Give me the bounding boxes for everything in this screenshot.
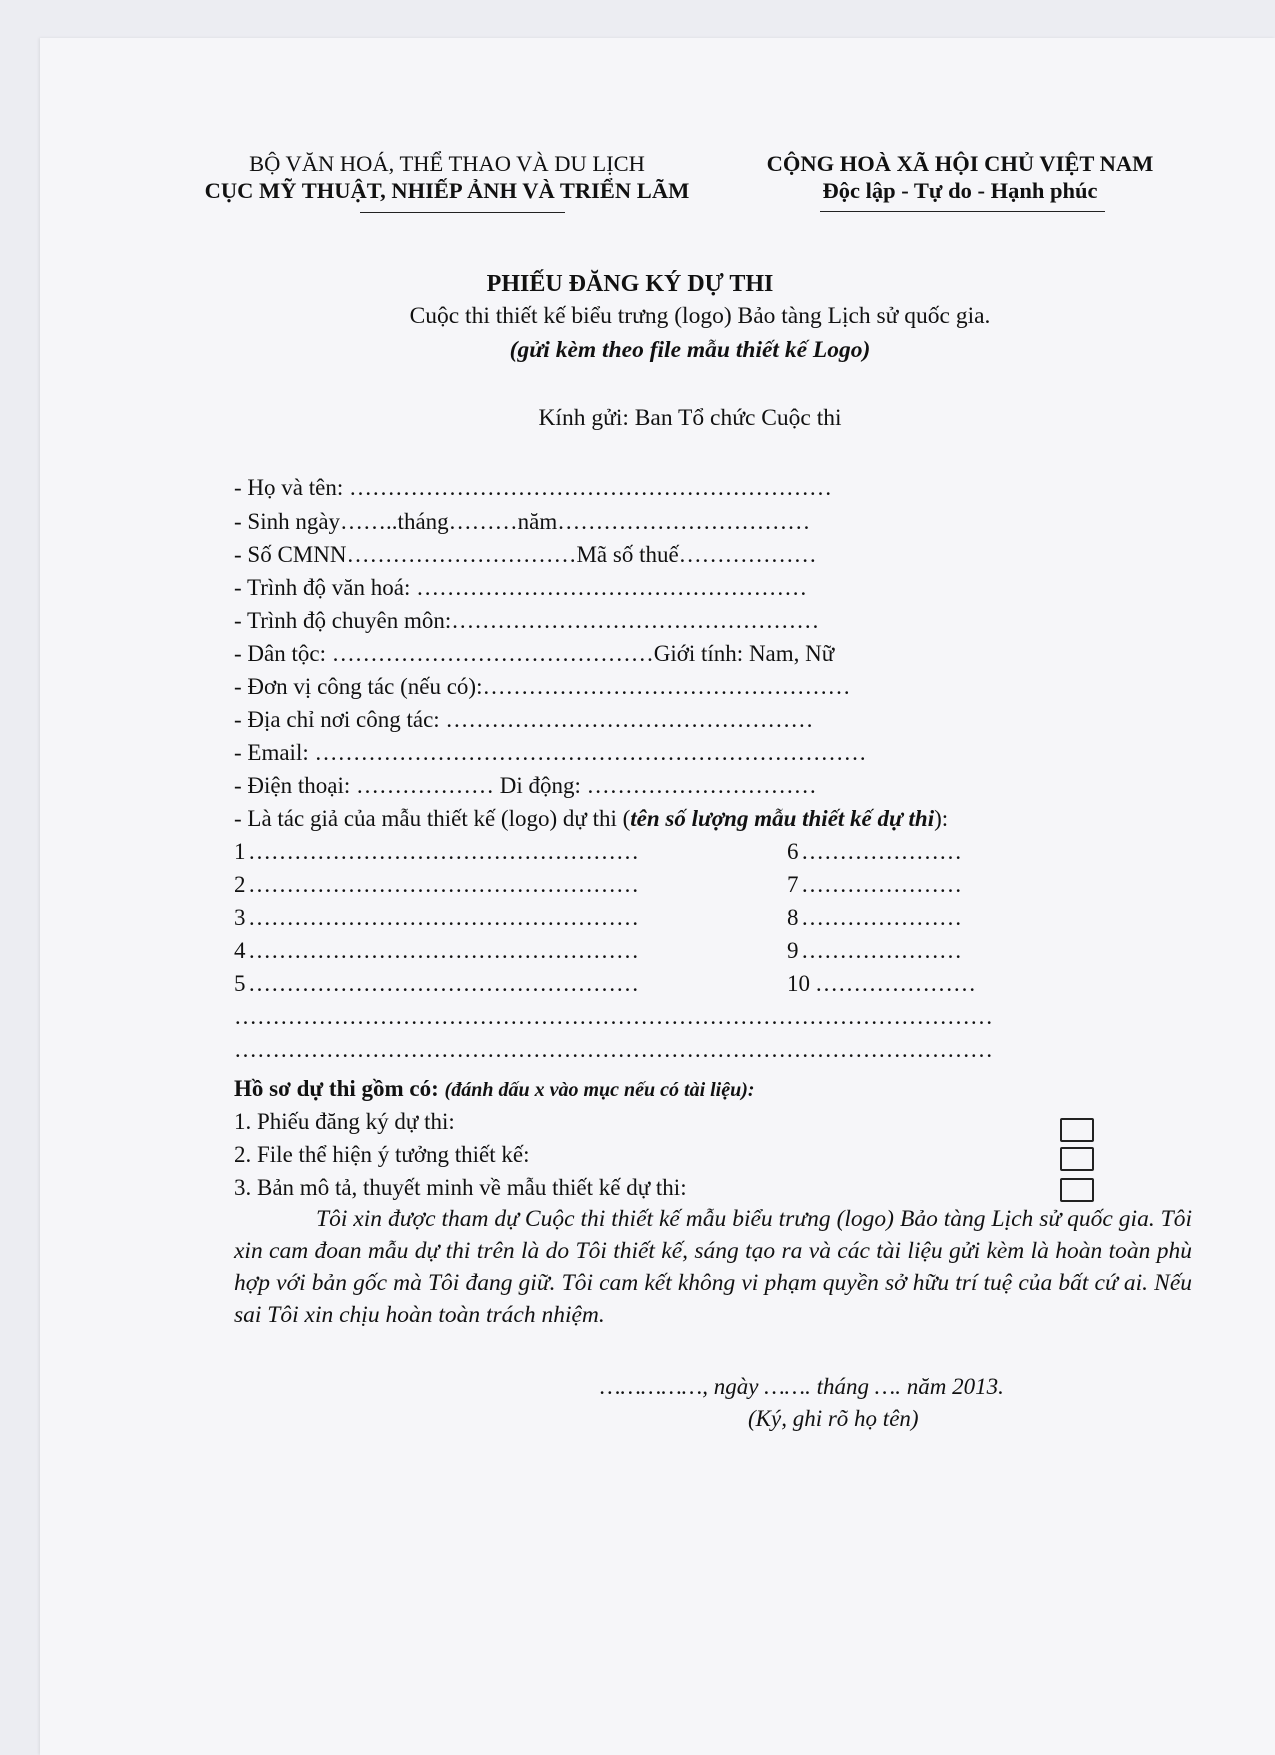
design-number-left: 3: [234, 905, 246, 930]
document-item-label: 1. Phiếu đăng ký dự thi:: [234, 1109, 455, 1134]
addressee: Kính gửi: Ban Tổ chức Cuộc thi: [538, 405, 842, 431]
field-work-address: - Địa chỉ nơi công tác: …………………………………………: [234, 707, 814, 732]
field-id-number: - Số CMNN…………………………Mã số thuế………………: [234, 542, 817, 567]
design-dots-left: ……………………………………………: [248, 938, 639, 963]
author-statement-prefix: - Là tác giả của mẫu thiết kế (logo) dự thi (: [234, 806, 631, 831]
document-item-label: 3. Bản mô tả, thuyết minh về mẫu thiết kế dự thi:: [234, 1175, 687, 1200]
design-number-left: 5: [234, 971, 246, 996]
date-line: ……………, ngày ……. tháng …. năm 2013.: [600, 1374, 1004, 1399]
author-statement-emphasis: tên số lượng mẫu thiết kế dự thi: [630, 806, 935, 831]
motto: Độc lập - Tự do - Hạnh phúc: [822, 178, 1098, 203]
ministry-name: BỘ VĂN HOÁ, THỂ THAO VÀ DU LỊCH: [249, 151, 645, 176]
signature-note: (Ký, ghi rõ họ tên): [748, 1406, 919, 1431]
field-birth-date: - Sinh ngày……..tháng………năm……………………………: [234, 509, 811, 534]
department-name: CỤC MỸ THUẬT, NHIẾP ẢNH VÀ TRIỂN LÃM: [204, 178, 690, 203]
document-checkbox[interactable]: [1060, 1147, 1094, 1171]
document-checkbox[interactable]: [1060, 1118, 1094, 1142]
design-dots-left: ……………………………………………: [248, 839, 639, 864]
design-number-right: 8: [787, 905, 799, 930]
design-dots-right: …………………: [801, 938, 962, 963]
design-dots-right: …………………: [815, 971, 976, 996]
country-name: CỘNG HOÀ XÃ HỘI CHỦ VIỆT NAM: [766, 151, 1154, 176]
field-email: - Email: ………………………………………………………………: [234, 740, 867, 765]
design-dots-right: …………………: [801, 872, 962, 897]
documents-heading-label: Hồ sơ dự thi gồm có:: [234, 1076, 439, 1101]
author-statement: [234, 805, 948, 833]
design-dots-right: …………………: [801, 905, 962, 930]
design-number-left: 4: [234, 938, 246, 963]
blank-line: ………………………………………………………………………………………: [234, 1004, 993, 1029]
design-number-right: 9: [787, 938, 799, 963]
right-header-underline: [820, 211, 1105, 212]
design-number-right: 10: [787, 971, 810, 996]
design-dots-left: ……………………………………………: [248, 905, 639, 930]
documents-heading-note: (đánh dấu x vào mục nếu có tài liệu):: [444, 1079, 755, 1101]
blank-line: ………………………………………………………………………………………: [234, 1037, 993, 1062]
attachment-note: (gửi kèm theo file mẫu thiết kế Logo): [509, 337, 871, 363]
design-number-right: 6: [787, 839, 799, 864]
document-checkbox[interactable]: [1060, 1178, 1094, 1202]
author-statement-suffix: ):: [934, 806, 949, 831]
documents-heading: [234, 1075, 755, 1104]
design-number-left: 2: [234, 872, 246, 897]
field-professional-level: - Trình độ chuyên môn:…………………………………………: [234, 608, 820, 633]
field-education-level: - Trình độ văn hoá: ……………………………………………: [234, 575, 808, 600]
left-header-underline: [360, 212, 565, 213]
field-ethnicity-gender: - Dân tộc: ……………………………………Giới tính: Nam, Nữ: [234, 641, 835, 666]
document-item-label: 2. File thể hiện ý tưởng thiết kế:: [234, 1142, 530, 1167]
contest-subtitle: Cuộc thi thiết kế biểu trưng (logo) Bảo tàng Lịch sử quốc gia.: [409, 303, 991, 329]
field-phone: - Điện thoại: ……………… Di động: …………………………: [234, 773, 817, 798]
design-dots-left: ……………………………………………: [248, 872, 639, 897]
field-workplace: - Đơn vị công tác (nếu có):…………………………………………: [234, 674, 851, 699]
design-number-right: 7: [787, 872, 799, 897]
field-full-name: - Họ và tên: ………………………………………………………: [234, 475, 832, 500]
design-number-left: 1: [234, 839, 246, 864]
declaration-paragraph: Tôi xin được tham dự Cuộc thi thiết kế mẫu biểu trưng (logo) Bảo tàng Lịch sử quốc gia. Tôi xin cam đoan mẫu dự thi trên là do Tôi thiết kế, sáng tạo ra và các tài liệu gửi kèm là hoàn toàn phù hợp với bản gốc mà Tôi đang giữ. Tôi cam kết không vi phạm quyền sở hữu trí tuệ của bất cứ ai. Nếu sai Tôi xin chịu hoàn toàn trách nhiệm.: [234, 1206, 1192, 1328]
design-dots-right: …………………: [801, 839, 962, 864]
design-dots-left: ……………………………………………: [248, 971, 639, 996]
form-title: PHIẾU ĐĂNG KÝ DỰ THI: [486, 271, 774, 297]
